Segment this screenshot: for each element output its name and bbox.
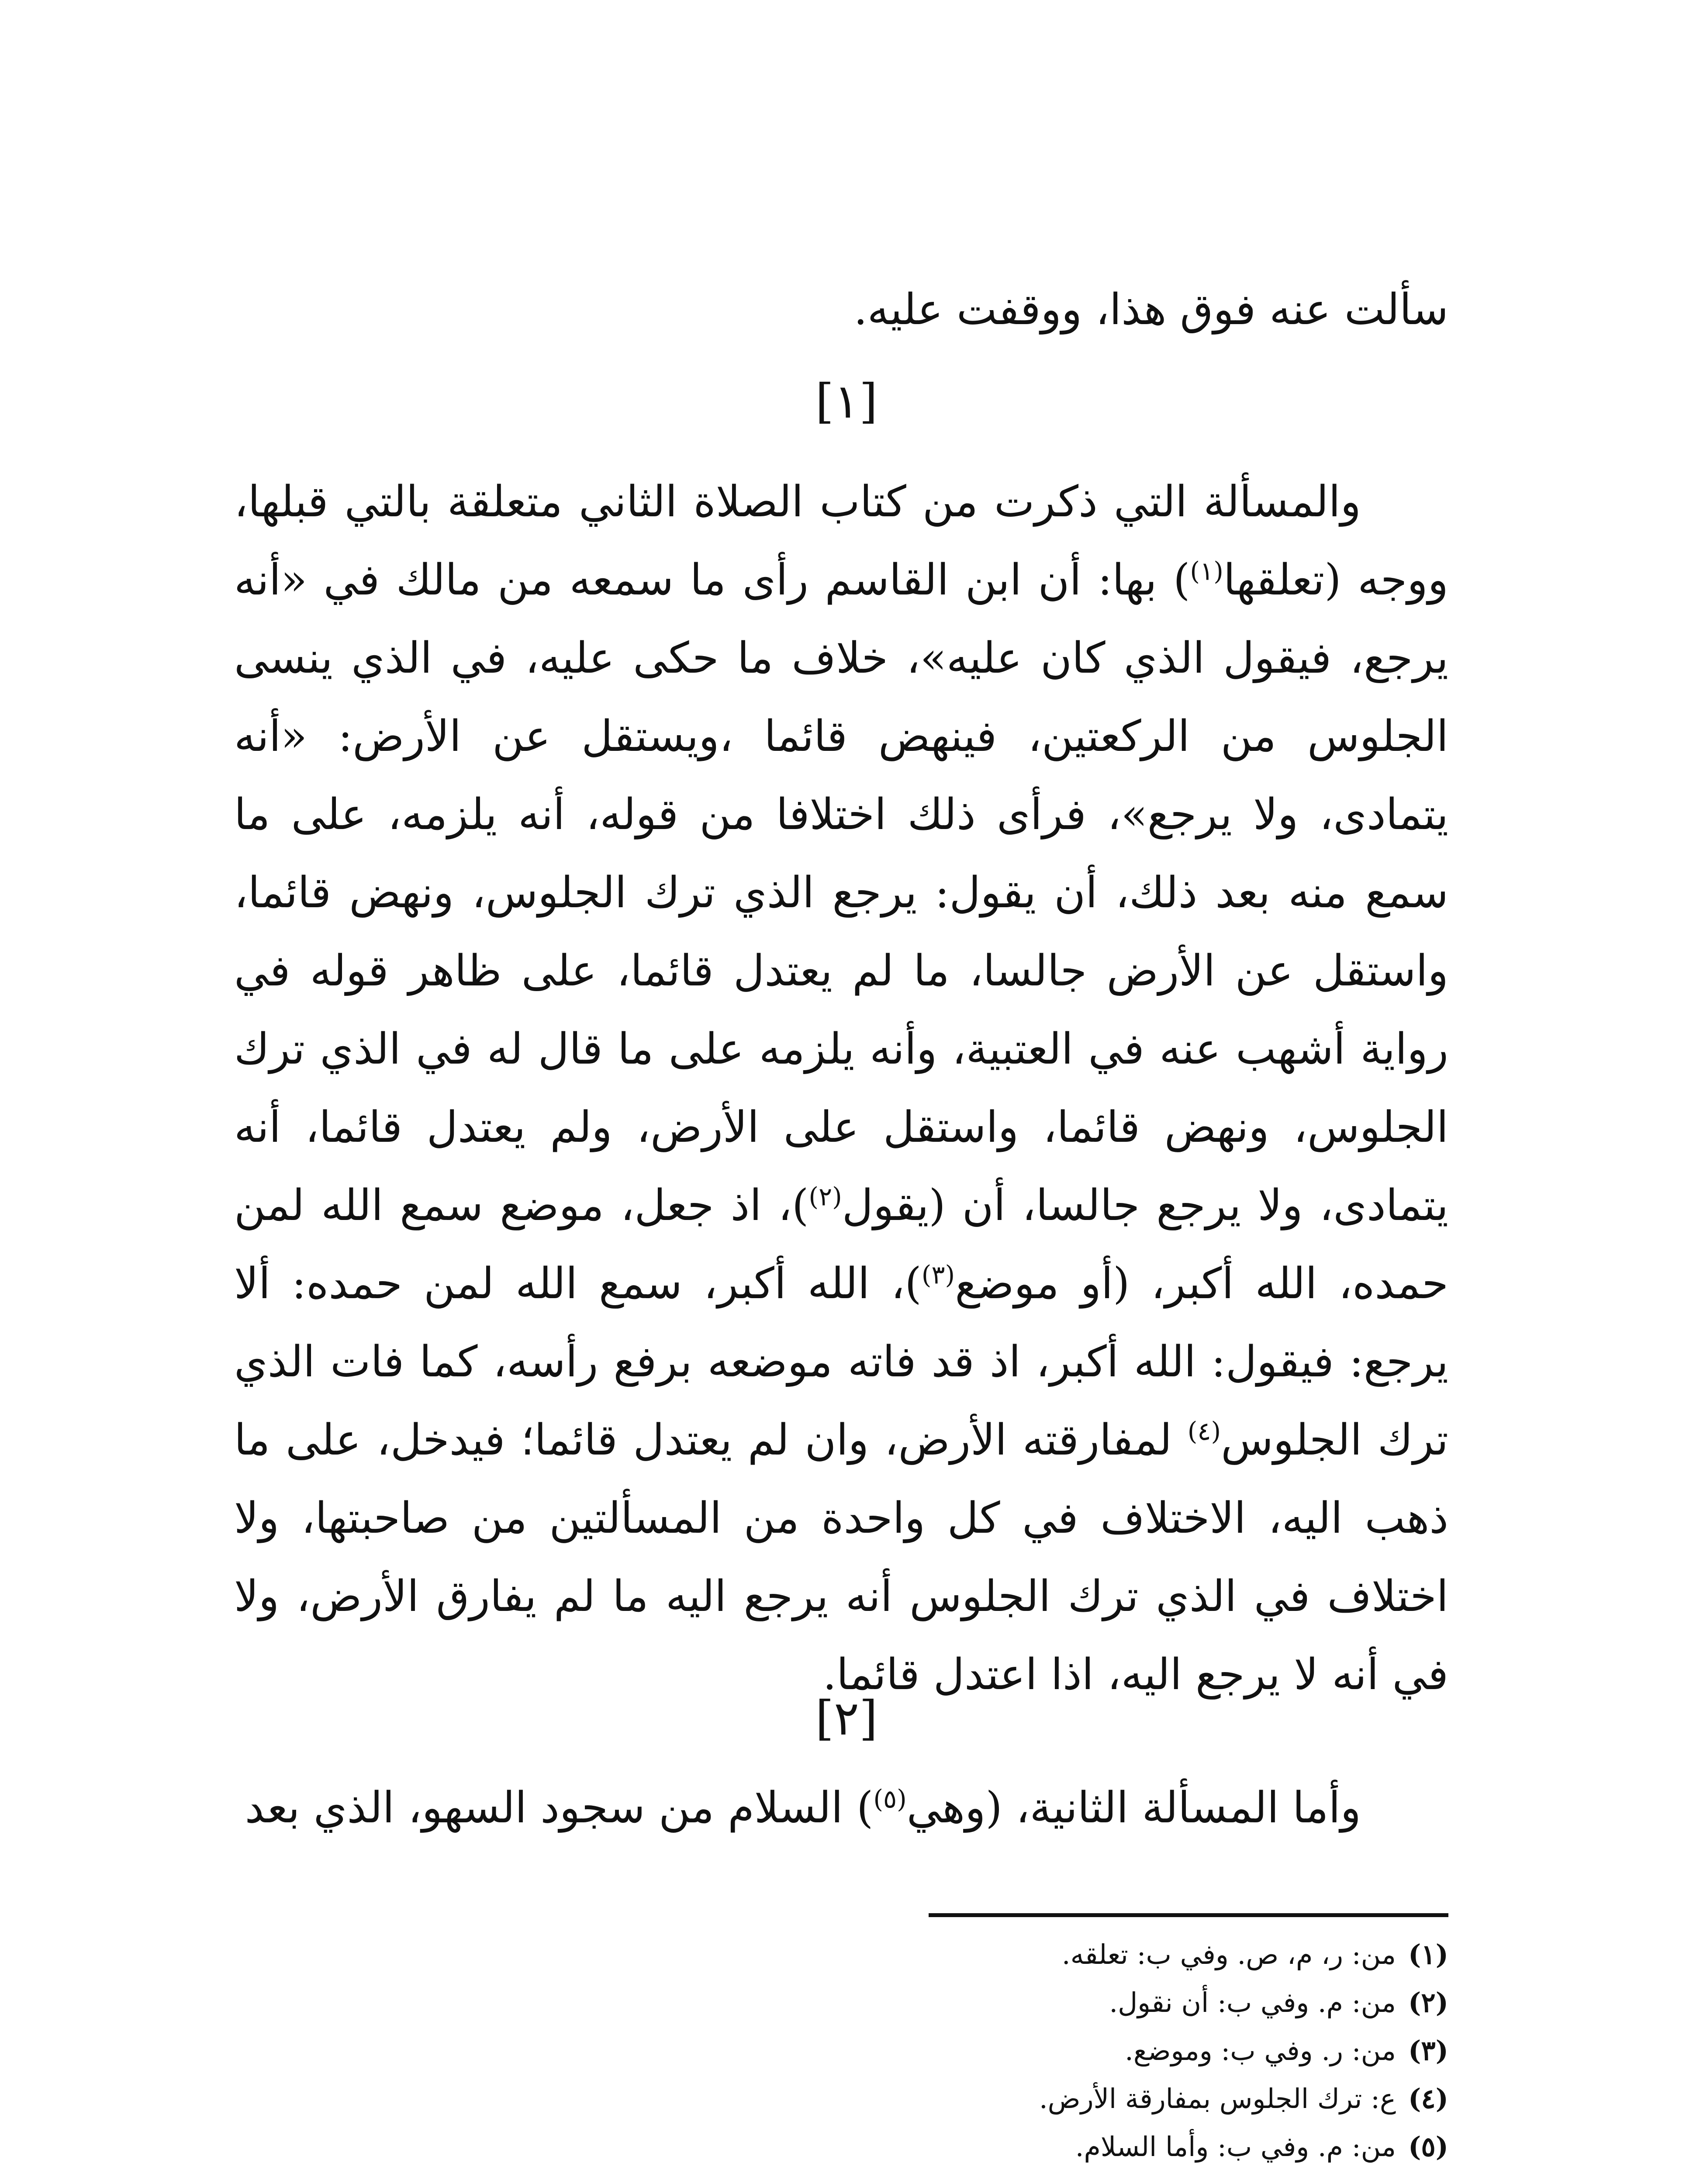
- footnotes-list: [750, 1931, 1448, 2171]
- paragraph-segment: ) بها: أن ابن القاسم رأى ما سمعه من مالك في «أنه يرجع، فيقول الذي كان عليه»، خلاف ما حكى عليه، في الذي ينسى الجلوس من الركعتين، فينهض قائما ،ويستقل عن الأرض: «أنه يتمادى، ولا يرجع»، فرأى ذلك اختلافا من قوله، أنه يلزمه، على ما سمع منه بعد ذلك، أن يقول: يرجع الذي ترك الجلوس، ونهض قائما، واستقل عن الأرض جالسا، ما لم يعتدل قائما، على ظاهر قوله في رواية أشهب عنه في العتبية، وأنه يلزمه على ما قال له في الذي ترك الجلوس، ونهض قائما، واستقل على الأرض، ولم يعتدل قائما، أنه يتمادى، ولا يرجع جالسا، أن (يقول: [234, 555, 1448, 1230]
- paragraph-segment: لمفارقته الأرض، وان لم يعتدل قائما؛ فيدخل، على ما ذهب اليه، الاختلاف في كل واحدة من المسألتين من صاحبتها، ولا اختلاف في الذي ترك الجلوس أنه يرجع اليه ما لم يفارق الأرض، ولا في أنه لا يرجع اليه، اذا اعتدل قائما.: [234, 1415, 1448, 1700]
- footnote-ref-3: (٣): [921, 1260, 955, 1290]
- footnote-ref-2: (٢): [808, 1182, 842, 1212]
- footnote-divider: [929, 1913, 1448, 1917]
- paragraph-segment: وأما المسألة الثانية، (وهي: [906, 1783, 1361, 1833]
- footnote-text: من: م. وفي ب: أن نقول.: [1109, 1987, 1396, 2018]
- paragraph-segment: )، اذ جعل، موضع سمع الله لمن حمده، الله أكبر، (أو موضع: [234, 1181, 1448, 1309]
- paragraph-segment: )، الله أكبر، سمع الله لمن حمده: ألا يرجع: فيقول: الله أكبر، اذ قد فاته موضعه برفع رأسه، كما فات الذي ترك الجلوس: [234, 1259, 1448, 1465]
- footnote-text: من: ر، م، ص. وفي ب: تعلقه.: [1061, 1939, 1396, 1970]
- footnote-text: ع: ترك الجلوس بمفارقة الأرض.: [1039, 2083, 1396, 2115]
- paragraph-segment: والمسألة التي ذكرت من كتاب الصلاة الثاني متعلقة بالتي قبلها، ووجه (تعلقها: [234, 477, 1448, 605]
- footnote-item: [750, 1979, 1448, 2027]
- footnote-item: [750, 2123, 1448, 2171]
- footnote-ref-5: (٥): [873, 1784, 907, 1814]
- footnote-number: (٣): [1408, 2035, 1448, 2067]
- opening-line: سألت عنه فوق هذا، ووقفت عليه.: [853, 285, 1448, 335]
- footnote-item: [750, 1931, 1448, 1979]
- paragraph-text: [234, 463, 1448, 1714]
- footnote-number: (١): [1408, 1939, 1448, 1970]
- footnote-item: [750, 2027, 1448, 2075]
- section-heading-2: [٢]: [815, 1691, 878, 1746]
- paragraph-text: [234, 1769, 1448, 1847]
- section-1-paragraph: [234, 463, 1448, 1700]
- paragraph-segment: ) السلام من سجود السهو، الذي بعد: [245, 1783, 874, 1833]
- section-heading-1: [١]: [815, 374, 878, 429]
- footnote-ref-1: (١): [1190, 556, 1223, 586]
- footnote-ref-4: (٤): [1187, 1416, 1221, 1446]
- footnote-text: من: ر. وفي ب: وموضع.: [1125, 2035, 1396, 2067]
- footnote-item: [750, 2075, 1448, 2123]
- footnote-number: (٥): [1408, 2131, 1448, 2163]
- footnote-number: (٢): [1408, 1987, 1448, 2018]
- footnote-number: (٤): [1408, 2083, 1448, 2115]
- section-2-paragraph: [234, 1769, 1448, 1848]
- footnote-text: من: م. وفي ب: وأما السلام.: [1075, 2131, 1396, 2163]
